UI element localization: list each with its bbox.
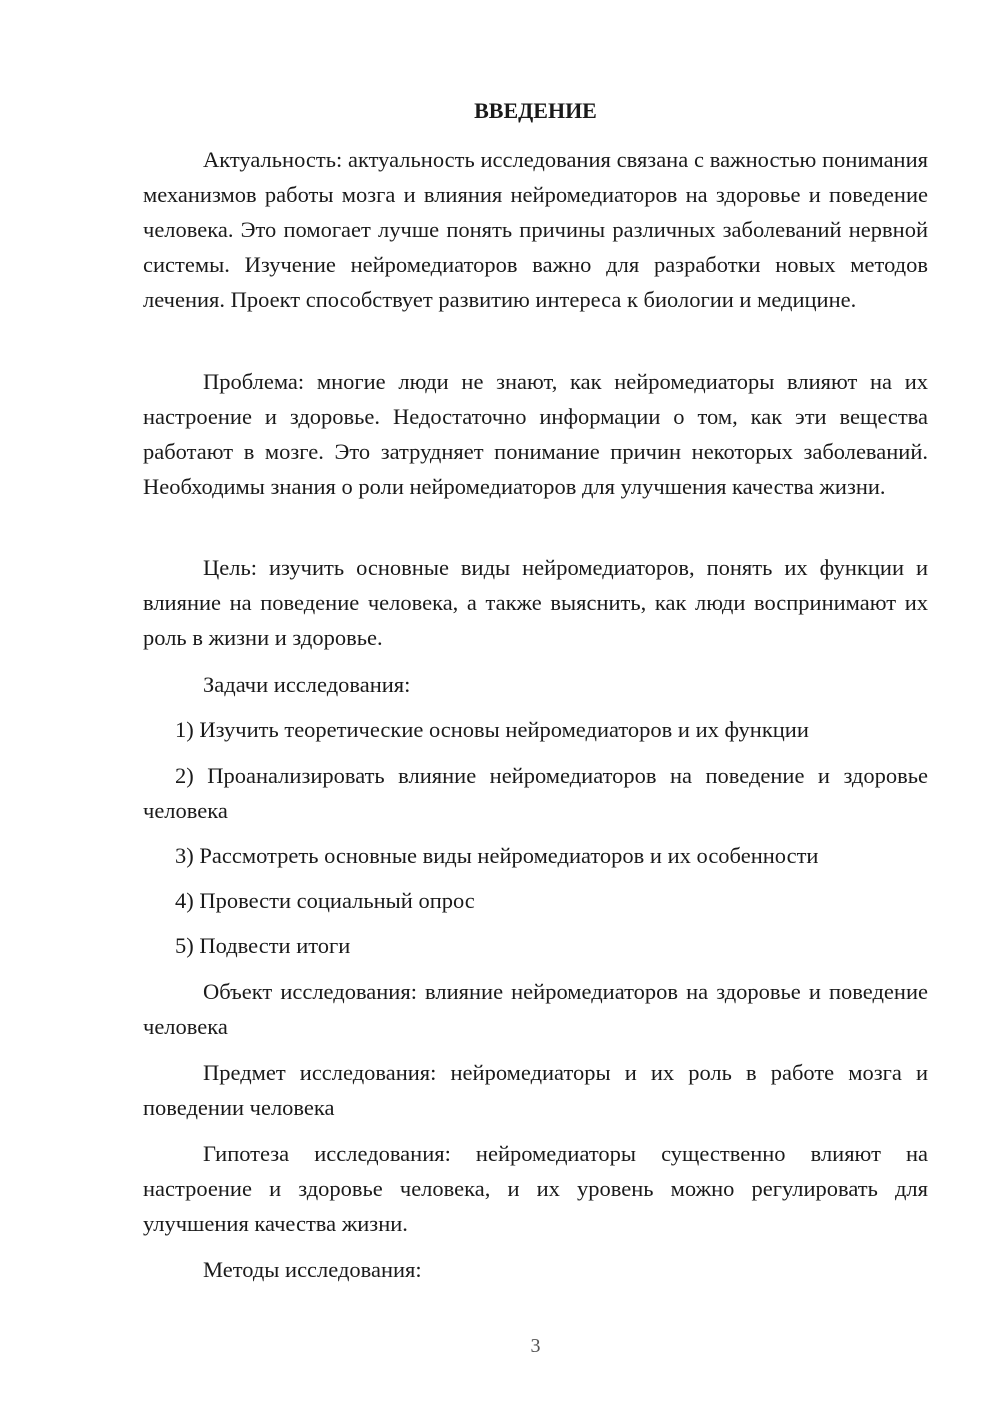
subject-paragraph: Предмет исследования: нейромедиаторы и их роль в работе мозга и поведении человека [143,1060,928,1120]
problem-paragraph: Проблема: многие люди не знают, как нейромедиаторы влияют на их настроение и здоровье. Недостаточно информации о том, как эти вещества работают в мозге. Это затрудняет понимание причин некоторых заболеваний. Необходимы знания о роли нейромедиаторов для улучшения качества жизни. [143,369,928,499]
relevance-paragraph: Актуальность: актуальность исследования связана с важностью понимания механизмов работы мозга и влияния нейромедиаторов на здоровье и поведение человека. Это помогает лучше понять причины различных заболеваний нервной системы. Изучение нейромедиаторов важно для разработки новых методов лечения. Проект способствует развитию интереса к биологии и медицине. [143,147,928,312]
tasks-heading: Задачи исследования: [203,672,411,697]
task-item-5: 5) Подвести итоги [175,933,351,958]
task-item-2: 2) Проанализировать влияние нейромедиаторов на поведение и здоровье человека [143,763,928,823]
task-item-4: 4) Провести социальный опрос [175,888,475,913]
page-title: ВВЕДЕНИЕ [474,98,597,123]
page-number: 3 [530,1335,541,1357]
document-page [143,0,928,1414]
task-item-3: 3) Рассмотреть основные виды нейромедиаторов и их особенности [175,843,819,868]
goal-paragraph: Цель: изучить основные виды нейромедиаторов, понять их функции и влияние на поведение человека, а также выяснить, как люди воспринимают их роль в жизни и здоровье. [143,555,928,650]
object-paragraph: Объект исследования: влияние нейромедиаторов на здоровье и поведение человека [143,979,928,1039]
methods-heading: Методы исследования: [203,1257,422,1282]
task-item-1: 1) Изучить теоретические основы нейромедиаторов и их функции [175,717,809,742]
hypothesis-paragraph: Гипотеза исследования: нейромедиаторы существенно влияют на настроение и здоровье человека, и их уровень можно регулировать для улучшения качества жизни. [143,1141,928,1236]
